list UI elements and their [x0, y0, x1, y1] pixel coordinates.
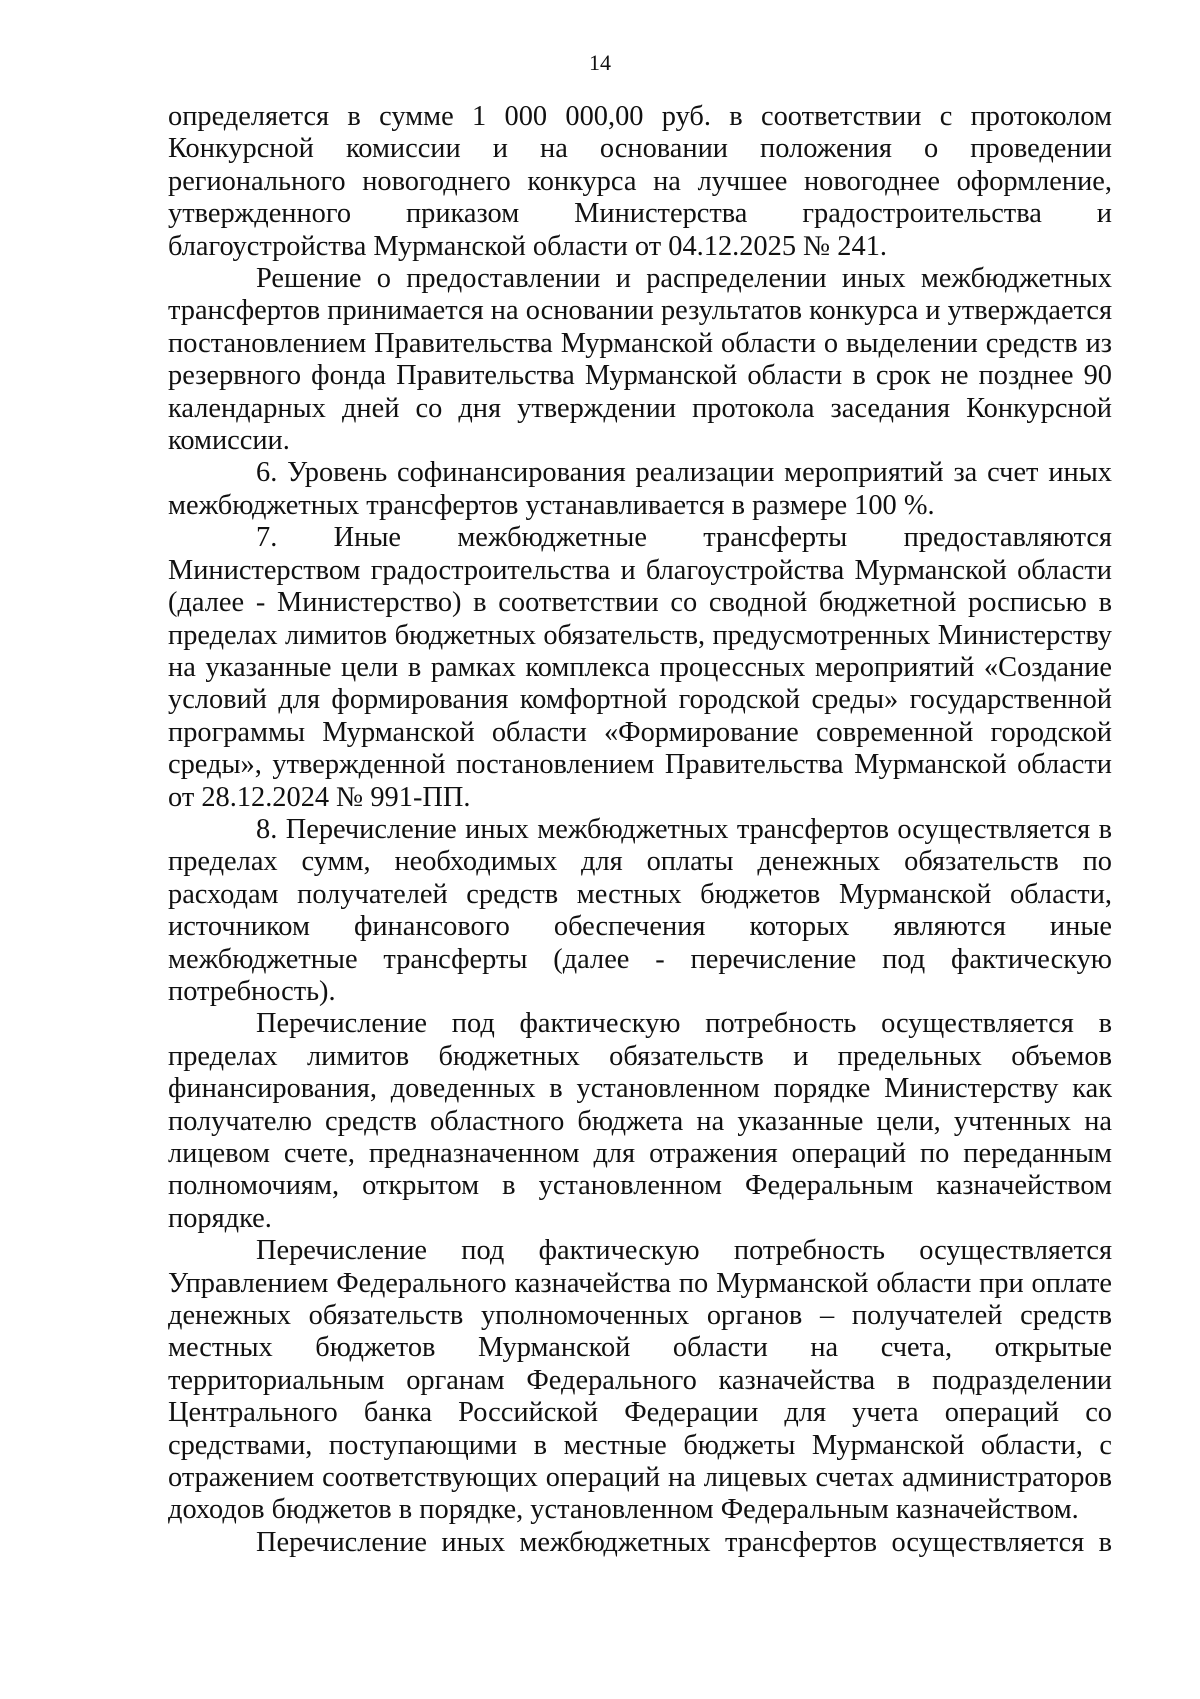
page-number: 14	[589, 50, 611, 75]
paragraph-transfer-limits: 8. Перечисление иных межбюджетных трансфертов осуществляется в пределах сумм, необходимых для оплаты денежных обязательств по расходам получателей средств местных бюджетов Мурманской области, источником финансового обеспечения которых являются иные межбюджетные трансферты (далее - перечисление под фактическую потребность).	[168, 813, 1112, 1007]
paragraph-treasury-payment: Перечисление под фактическую потребность осуществляется Управлением Федерального казначейства по Мурманской области при оплате денежных обязательств уполномоченных органов – получателей средств местных бюджетов Мурманской области на счета, открытые территориальным органам Федерального казначейства в подразделении Центрального банка Российской Федерации для учета операций со средствами, поступающими в местные бюджеты Мурманской области, с отражением соответствующих операций на лицевых счетах администраторов доходов бюджетов в порядке, установленном Федеральным казначейством.	[168, 1235, 1112, 1526]
paragraph-cofinancing-level: 6. Уровень софинансирования реализации мероприятий за счет иных межбюджетных трансфертов устанавливается в размере 100 %.	[168, 457, 1112, 521]
paragraph-provision-of-transfers: 7. Иные межбюджетные трансферты предоставляются Министерством градостроительства и благоустройства Мурманской области (далее - Министерство) в соответствии со сводной бюджетной росписью в пределах лимитов бюджетных обязательств, предусмотренных Министерству на указанные цели в рамках комплекса процессных мероприятий «Создание условий для формирования комфортной городской среды» государственной программы Мурманской области «Формирование современной городской среды», утвержденной постановлением Правительства Мурманской области от 28.12.2024 № 991-ПП.	[168, 522, 1112, 813]
paragraph-actual-need-limits: Перечисление под фактическую потребность осуществляется в пределах лимитов бюджетных обязательств и предельных объемов финансирования, доведенных в установленном порядке Министерству как получателю средств областного бюджета на указанные цели, учтенных на лицевом счете, предназначенном для отражения операций по переданным полномочиям, открытом в установленном Федеральным казначейством порядке.	[168, 1008, 1112, 1234]
paragraph-transfer-continued: Перечисление иных межбюджетных трансфертов осуществляется в	[256, 1526, 1112, 1558]
document-body	[168, 101, 1112, 1559]
paragraph-award-amount: определяется в сумме 1 000 000,00 руб. в соответствии с протоколом Конкурсной комиссии и на основании положения о проведении регионального новогоднего конкурса на лучшее новогоднее оформление, утвержденного приказом Министерства градостроительства и благоустройства Мурманской области от 04.12.2025 № 241.	[168, 101, 1112, 262]
paragraph-decision: Решение о предоставлении и распределении иных межбюджетных трансфертов принимается на основании результатов конкурса и утверждается постановлением Правительства Мурманской области о выделении средств из резервного фонда Правительства Мурманской области в срок не позднее 90 календарных дней со дня утверждении протокола заседания Конкурсной комиссии.	[168, 263, 1112, 457]
